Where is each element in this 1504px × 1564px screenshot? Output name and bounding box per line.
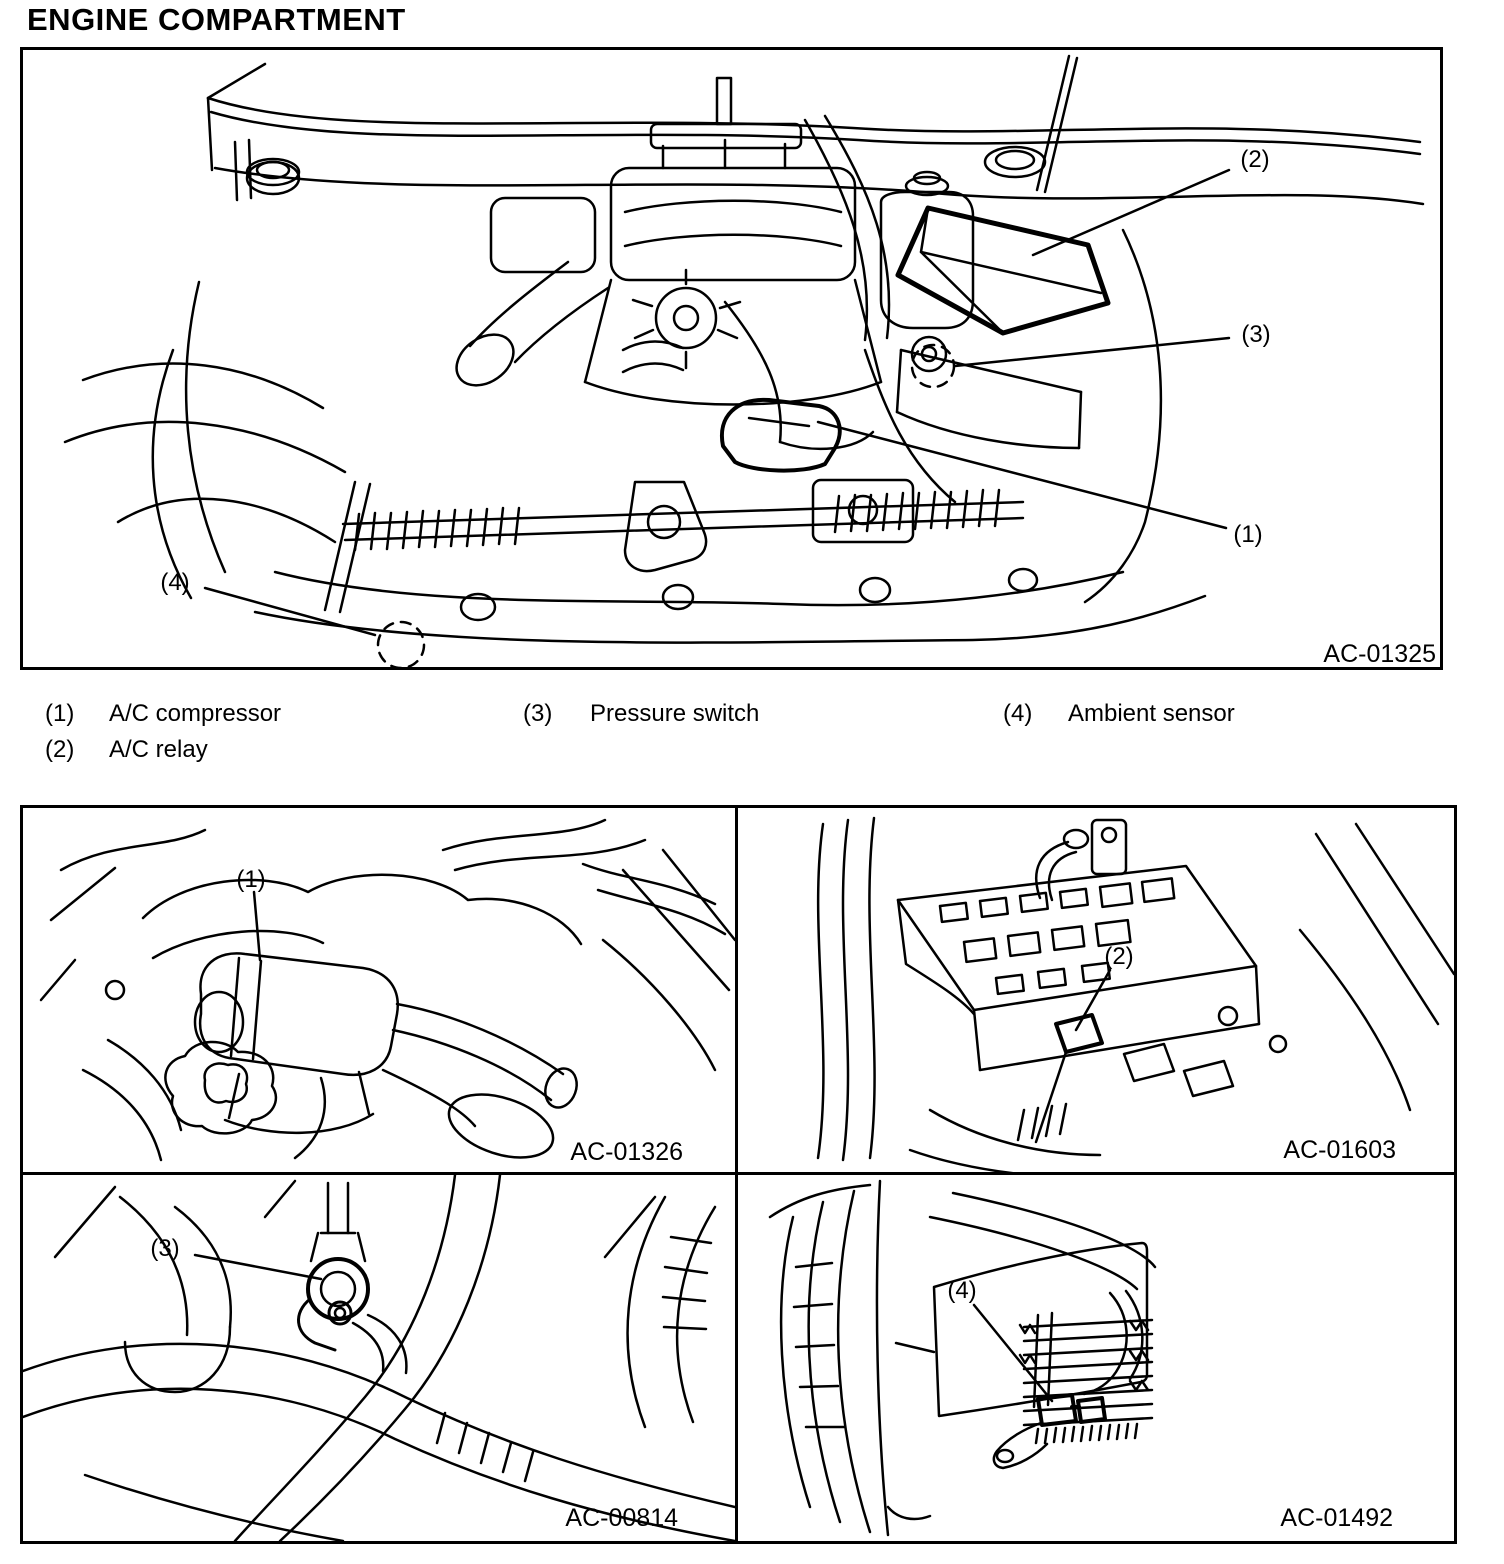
legend-num: (1) [45,700,75,727]
figure-id: AC-01325 [1323,640,1436,667]
legend-num: (2) [45,736,75,763]
callout-1-label: (1) [236,866,266,893]
relay-detail-illustration [738,808,1454,1172]
legend-num: (3) [523,700,553,727]
front-grille-line-art [770,1181,1155,1535]
detail-panel-compressor [20,805,738,1175]
callout-2-label: (2) [1240,146,1270,173]
legend-num: (4) [1003,700,1033,727]
legend-item-compressor [45,700,281,728]
legend-item-relay [45,736,208,764]
legend-item-pressure-switch [523,700,759,728]
pressure-switch-part [299,1259,368,1350]
engine-compartment-line-art [65,56,1423,643]
figure-id: AC-01492 [1280,1504,1393,1532]
ac-relay-part [1056,1015,1102,1052]
legend-label: A/C compressor [109,700,282,727]
callout-3-label: (3) [1241,321,1271,348]
legend-label: A/C relay [109,736,208,763]
callout-2-label: (2) [1104,943,1134,970]
hoses-line-art [23,1175,735,1541]
main-figure-panel [20,47,1443,670]
ac-relay-cover-part [898,208,1108,333]
leader-line-2 [1033,170,1229,255]
engine-compartment-illustration [23,50,1440,667]
leader-line-3 [195,1255,321,1279]
callout-4-label: (4) [947,1277,977,1304]
legend-label: Ambient sensor [1068,700,1235,727]
figure-id: AC-00814 [565,1504,678,1532]
detail-panel-relay [735,805,1457,1175]
figure-id: AC-01326 [570,1138,683,1166]
page-title: ENGINE COMPARTMENT [27,2,406,37]
callout-3-label: (3) [150,1235,180,1262]
compressor-detail-illustration [23,808,735,1172]
ambient-sensor-detail-illustration [738,1175,1454,1541]
ac-compressor-detail-line [749,418,809,426]
callout-4-label: (4) [160,569,190,596]
detail-panel-ambient-sensor [735,1172,1457,1544]
legend-item-ambient-sensor [1003,700,1235,728]
detail-panel-pressure-switch [20,1172,738,1544]
pressure-switch-detail-illustration [23,1175,735,1541]
callout-1-label: (1) [1233,521,1263,548]
leader-line-1 [254,892,260,960]
fuse-box-line-art [818,818,1454,1172]
compressor-line-art [41,820,735,1169]
leader-line-1 [818,422,1226,528]
ambient-sensor-location-marker [378,622,424,667]
leader-line-3 [955,338,1229,366]
leader-line-4 [205,588,375,635]
figure-id: AC-01603 [1283,1136,1396,1164]
legend-label: Pressure switch [590,700,760,727]
